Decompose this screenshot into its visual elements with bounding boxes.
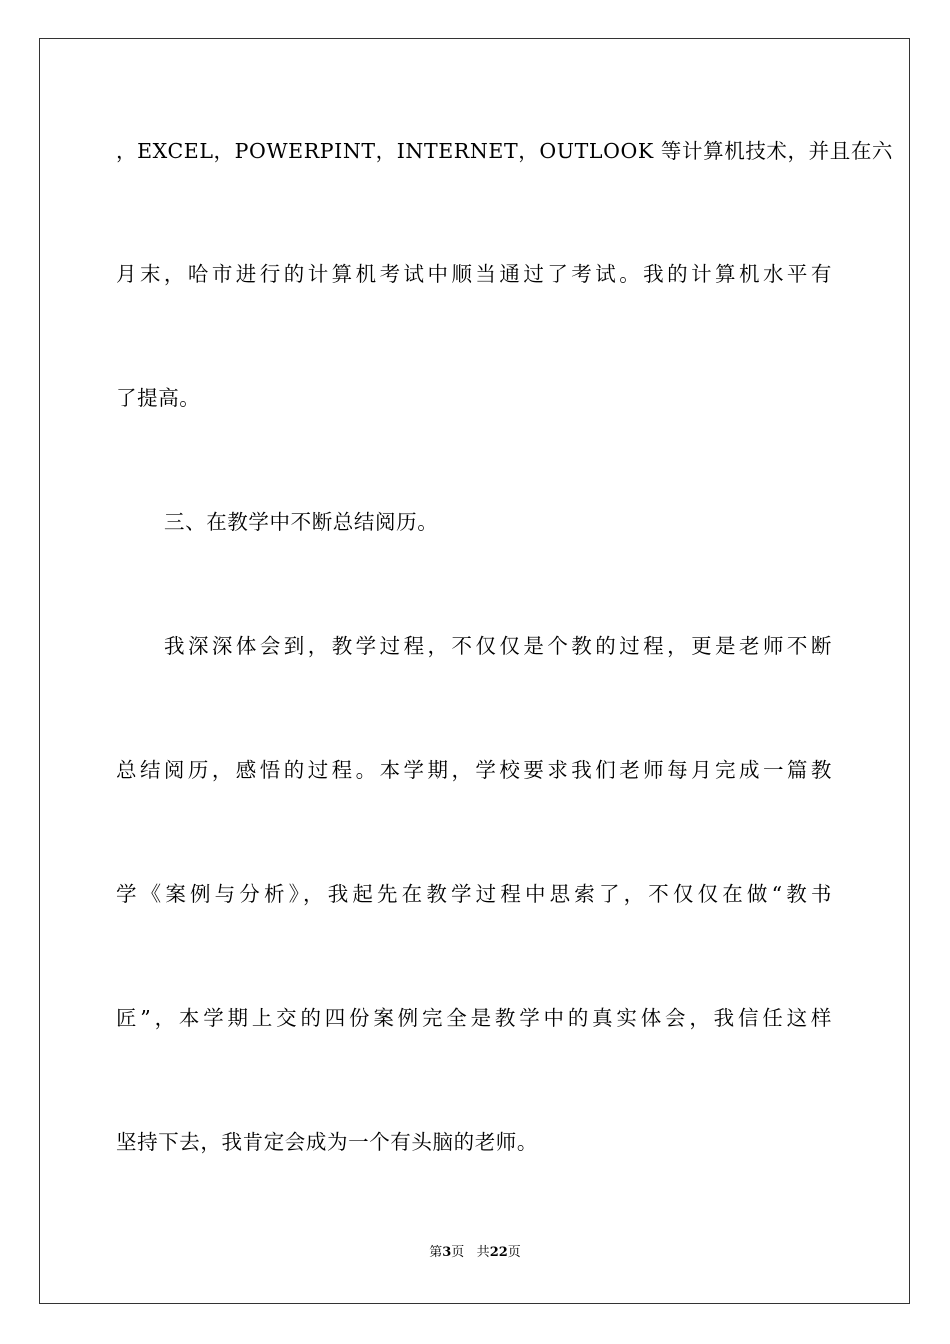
text-line-7: 学《案例与分析》，我起先在教学过程中思索了，不仅仅在做“教书 [116,882,832,906]
footer-page-number: 3 [442,1245,452,1260]
text-line-1: ，EXCEL，POWERPINT，INTERNET，OUTLOOK 等计算机技术，并且在六 [116,139,894,163]
footer-page-prefix: 第 [429,1245,443,1260]
section-heading: 三、在教学中不断总结阅历。 [164,510,439,534]
footer-page-suffix: 页 [451,1245,465,1260]
text-line-3: 了提高。 [116,386,201,410]
text-line-6: 总结阅历，感悟的过程。本学期，学校要求我们老师每月完成一篇教 [116,758,832,782]
page-frame [39,38,910,1304]
text-line-9: 坚持下去，我肯定会成为一个有头脑的老师。 [116,1130,538,1154]
footer-total-pages: 22 [489,1245,508,1260]
footer-total-prefix: 共 [476,1245,490,1260]
text-line-2: 月末，哈市进行的计算机考试中顺当通过了考试。我的计算机水平有 [116,262,832,286]
page-footer [0,1244,950,1262]
text-line-5: 我深深体会到，教学过程，不仅仅是个教的过程，更是老师不断 [164,634,832,658]
text-line-8: 匠”，本学期上交的四份案例完全是教学中的真实体会，我信任这样 [116,1006,832,1030]
footer-total-suffix: 页 [507,1245,521,1260]
